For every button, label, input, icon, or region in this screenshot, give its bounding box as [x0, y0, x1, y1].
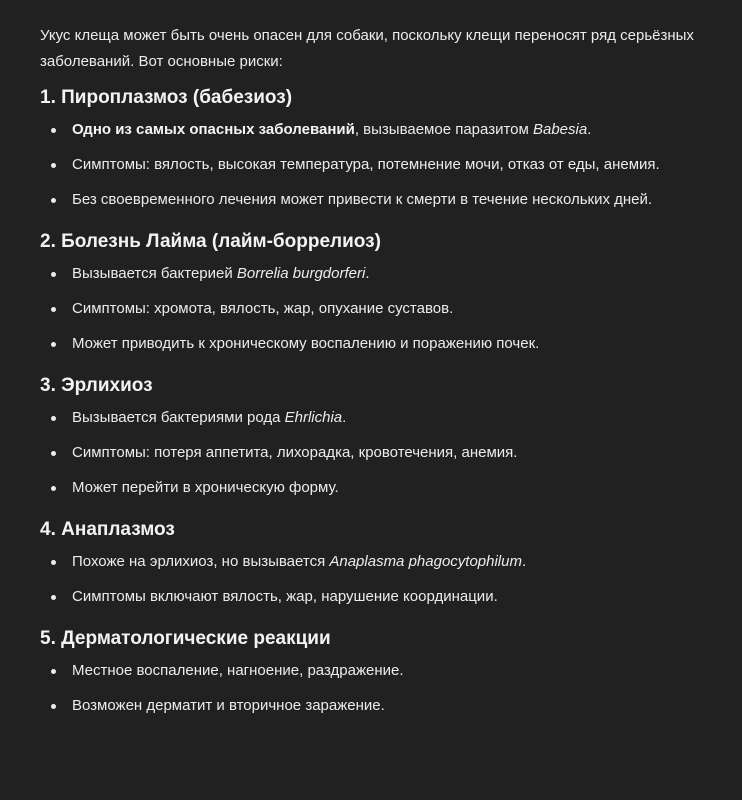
list-item [40, 405, 722, 431]
item-text-after: . [521, 553, 527, 570]
item-text: Симптомы включают вялость, жар, нарушение координации. [72, 588, 498, 605]
list-item [40, 475, 722, 501]
italic-text: Anaplasma phagocytophilum [329, 553, 522, 570]
item-text: Может приводить к хроническому воспалению и поражению почек. [72, 335, 540, 352]
item-text-after: . [587, 121, 592, 138]
list-item [40, 584, 722, 610]
item-text: Может перейти в хроническую форму. [72, 479, 339, 496]
list-item [40, 658, 722, 684]
item-text: , вызываемое паразитом [354, 121, 533, 138]
section-title: 5. Дерматологические реакции [40, 628, 331, 649]
section-piroplasmosis [40, 85, 722, 213]
bullet-list [40, 549, 722, 610]
italic-text: Borrelia burgdorferi [236, 265, 366, 282]
list-item [40, 440, 722, 466]
item-text: Местное воспаление, нагноение, раздражение. [72, 662, 404, 679]
item-text: Симптомы: вялость, высокая температура, потемнение мочи, отказ от еды, анемия. [72, 156, 660, 173]
item-text: Без своевременного лечения может привести к смерти в течение нескольких дней. [72, 191, 653, 208]
italic-text: Ehrlichia [284, 409, 343, 426]
section-lyme-disease [40, 229, 722, 357]
list-item [40, 152, 722, 178]
list-item [40, 296, 722, 322]
intro-line-1: Укус клеща может быть очень опасен для собаки, поскольку клещи переносят ряд серьёзных [40, 27, 694, 44]
bullet-list [40, 261, 722, 357]
list-item [40, 117, 722, 143]
intro-paragraph [40, 23, 722, 75]
italic-text: Babesia [532, 121, 588, 138]
list-item [40, 549, 722, 575]
item-text-after: . [342, 409, 347, 426]
section-title: 1. Пироплазмоз (бабезиоз) [40, 87, 293, 108]
list-item [40, 693, 722, 719]
item-text: Симптомы: потеря аппетита, лихорадка, кровотечения, анемия. [72, 444, 518, 461]
section-ehrlichiosis [40, 373, 722, 501]
section-title: 4. Анаплазмоз [40, 519, 175, 540]
bullet-list [40, 405, 722, 501]
section-title: 3. Эрлихиоз [40, 375, 153, 396]
item-text: Вызывается бактерией [72, 265, 237, 282]
item-text-after: . [365, 265, 370, 282]
item-text: Симптомы: хромота, вялость, жар, опухание суставов. [72, 300, 454, 317]
bold-text: Одно из самых опасных заболеваний [72, 121, 355, 138]
item-text: Вызывается бактериями рода [72, 409, 285, 426]
section-anaplasmosis [40, 517, 722, 610]
section-title: 2. Болезнь Лайма (лайм-боррелиоз) [40, 231, 381, 252]
list-item [40, 331, 722, 357]
list-item [40, 187, 722, 213]
item-text: Похоже на эрлихиоз, но вызывается [72, 553, 330, 570]
section-dermatological-reactions [40, 626, 722, 719]
bullet-list [40, 658, 722, 719]
item-text: Возможен дерматит и вторичное заражение. [72, 697, 385, 714]
intro-line-2: заболеваний. Вот основные риски: [40, 53, 283, 70]
list-item [40, 261, 722, 287]
bullet-list [40, 117, 722, 213]
